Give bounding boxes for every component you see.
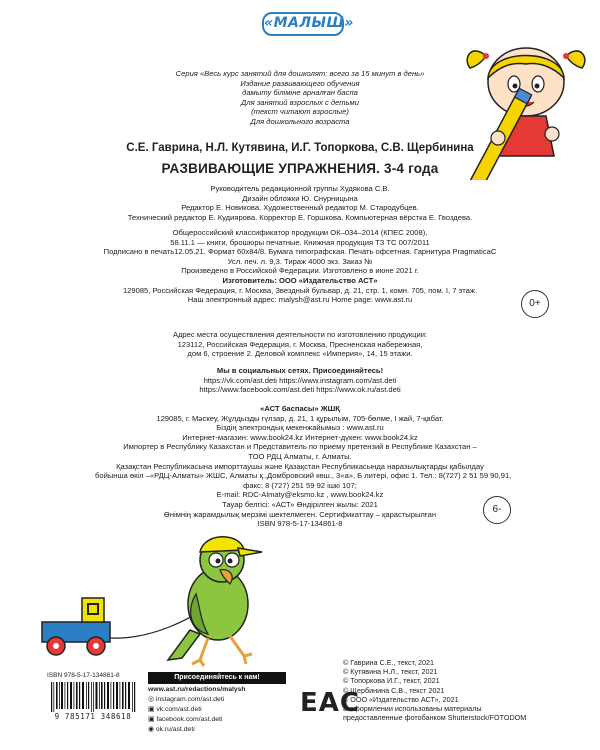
print-line: Произведено в Российской Федерации. Изготовлено в июне 2021 г.: [181, 266, 419, 276]
social-item[interactable]: ▣ vk.com/ast.deti: [148, 706, 202, 713]
publisher-logo: «МАЛЫШ»: [262, 12, 344, 36]
social-item[interactable]: ◉ ok.ru/ast.deti: [148, 726, 195, 733]
kz-line: факс: 8 (727) 251 59 92 ішкі 107;: [243, 480, 357, 490]
copyright-line: В оформлении использованы материалы: [343, 704, 482, 714]
kz-line: Өнімнің жарамдылық мерзімі шектелмеген. Сертификаттау – қарастырылған: [163, 509, 437, 519]
print-line: Усл. печ. л. 9,3. Тираж 4000 экз. Заказ №: [227, 256, 373, 266]
series-line: Серия «Весь курс занятий для дошколят: всего за 15 минут в день»: [175, 69, 425, 78]
manufacturer-line: 129085, Российская Федерация, г. Москва, Звездный бульвар, д. 21, стр. 1, комн. 705, пом. I, 7 этаж.: [122, 285, 478, 295]
facebook-icon: ▣: [148, 716, 157, 723]
social-link-line[interactable]: https://vk.com/ast.deti https://www.instagram.com/ast.deti: [203, 375, 397, 385]
series-line: Для дошкольного возраста: [250, 116, 350, 126]
print-line: 58.11.1 — книги, брошюры печатные. Книжная продукция ТЗ ТС 007/2011: [170, 237, 430, 247]
series-line: Для занятий взрослых с детьми: [241, 97, 359, 107]
social-item[interactable]: ▣ facebook.com/ast.deti: [148, 716, 223, 723]
kz-line: Қазақстан Республикасына импорттаушы және Қазақстан Республикасында наразылықтарды қабылдау: [116, 461, 484, 471]
editorial-credits: [110, 184, 490, 222]
series-line: Издание развивающего обучения: [240, 78, 360, 88]
kz-line: E-mail: RDC-Almaty@eksmo.kz , www.book24.kz: [216, 490, 384, 500]
kz-line: Импортер в Республику Казахстан и Представитель по приему претензий в Республике Казахстан –: [123, 442, 477, 452]
credit-line: Редактор Е. Новикова. Художественный редактор М. Стародубцев.: [181, 203, 419, 213]
series-line: (текст читают взрослые): [251, 107, 349, 117]
girl-with-pencil-illustration: [462, 38, 590, 180]
kz-line: ТОО РДЦ Алматы, г. Алматы.: [248, 451, 352, 461]
print-line: Общероссийский классификатор продукции ОК–034–2014 (КПЕС 2008),: [172, 228, 428, 237]
instagram-icon: ◎: [148, 696, 156, 703]
kz-line: Тауар белгісі: «АСТ» Өндірілген жылы: 2021: [222, 499, 378, 509]
age-rating-badge: 0+: [521, 290, 549, 318]
print-line: Подписано в печать12.05.21. Формат 60х84/8. Бумага типографская. Печать офсетная. Гарнитура PragmaticaC: [103, 247, 497, 257]
copyright-line: © Топоркова И.Г., текст, 2021: [343, 676, 440, 686]
series-info: [150, 69, 450, 127]
kz-line: 129085, г. Мәскеу, Жұлдызды гүлзар, д. 21, 1 құрылым, 705-бөлме, I жай, 7-қабат.: [156, 413, 444, 423]
kz-line: бойынша өкіл –«РДЦ-Алматы» ЖШС, Алматы қ.,Домбровский көш., 3«а», Б литері, офис 1. Тел.: 8(727) 2 51 59 90,91,: [95, 471, 512, 481]
address-line: 123112, Российская Федерация, г. Москва, Пресненская набережная,: [177, 339, 423, 349]
series-line: дамыту біліміне арналған баспа: [242, 88, 358, 98]
social-link-line[interactable]: https://www.facebook.com/ast.deti https://www.ok.ru/ast.deti: [199, 385, 401, 395]
age-rating-badge-kz: 6-: [483, 496, 511, 524]
production-address: [100, 330, 500, 359]
manufacturer-line: Наш электронный адрес: malysh@ast.ru Home page: www.ast.ru: [187, 295, 413, 305]
kz-line: Интернет-магазин: www.book24.kz Интернет-дүкен: www.book24.kz: [182, 432, 418, 442]
credit-line: Технический редактор Е. Кудиярова. Корректор Е. Горшкова. Компьютерная вёрстка Е. Гвоздева.: [127, 212, 473, 222]
kazakhstan-info: [95, 404, 512, 529]
join-url[interactable]: www.ast.ru/redactions/malysh: [148, 686, 246, 693]
kz-line: Біздің электрондық мекенжайымыз : www.ast.ru: [216, 423, 384, 433]
manufacturer-label: Изготовитель: ООО «Издательство АСТ»: [222, 275, 378, 285]
copyright-line: предоставленные фотобанком Shutterstock/FOTODOM: [343, 713, 527, 723]
copyright-line: © Щербинина С.В., текст 2021: [343, 685, 445, 695]
copyright-line: © ООО «Издательство АСТ», 2021: [343, 694, 459, 704]
ok-icon: ◉: [148, 726, 156, 733]
address-line: Адрес места осуществления деятельности по изготовлению продукции:: [172, 330, 428, 339]
join-us-banner: Присоединяйтесь к нам!: [148, 672, 286, 684]
credit-line: Дизайн обложки Ю. Снурницына: [242, 193, 358, 203]
barcode-digits: 9 785171 348618: [54, 712, 132, 721]
parrot-with-cart-illustration: [40, 530, 310, 670]
address-line: дом 6, строение 2. Деловой комплекс «Империя», 14, 15 этажи.: [187, 349, 413, 359]
copyright-line: © Кутявина Н.Л., текст, 2021: [343, 667, 438, 677]
kz-line: ISBN 978-5-17-134861-8: [257, 519, 343, 529]
print-details: [100, 228, 500, 305]
authors: С.Е. Гаврина, Н.Л. Кутявина, И.Г. Топоркова, С.В. Щербинина: [126, 142, 474, 154]
copyright-line: © Гаврина С.Е., текст, 2021: [343, 658, 435, 667]
vk-icon: ▣: [148, 706, 157, 713]
isbn-label: ISBN 978-5-17-134861-8: [47, 672, 120, 679]
copyrights: [343, 658, 526, 722]
credit-line: Руководитель редакционной группы Худякова С.В.: [210, 184, 390, 193]
kz-label: «АСТ баспасы» ЖШҚ: [260, 404, 340, 413]
eac-mark: ЕАС: [300, 688, 360, 718]
social-item[interactable]: ◎ instagram.com/ast.deti: [148, 696, 225, 703]
book-title: РАЗВИВАЮЩИЕ УПРАЖНЕНИЯ. 3-4 года: [161, 161, 439, 176]
social-label: Мы в социальных сетях. Присоединяйтесь!: [216, 366, 384, 375]
social-list: [148, 695, 224, 735]
social-block: [100, 366, 500, 395]
